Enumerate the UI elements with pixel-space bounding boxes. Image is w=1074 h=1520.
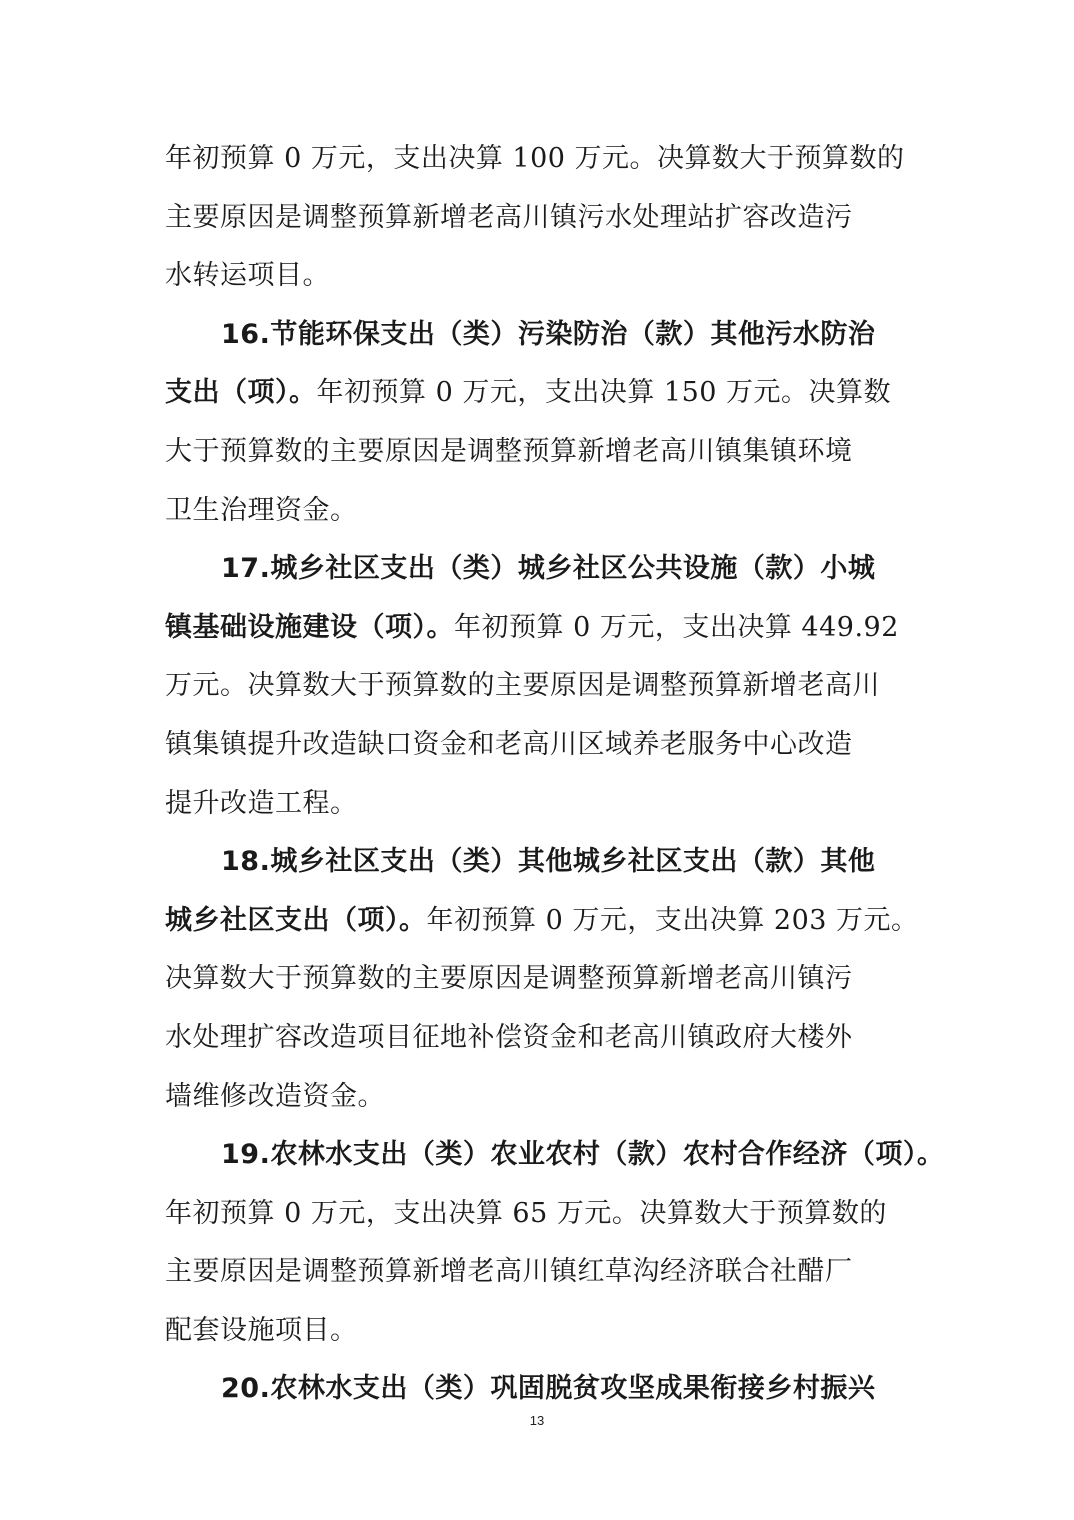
text-run: 万元。决算数大于预算数的主要原因是调整预算新增老高川 (165, 670, 880, 702)
paragraph-18 (165, 833, 919, 1126)
text-run: 提升改造工程。 (165, 787, 358, 819)
text-run: 水处理扩容改造项目征地补偿资金和老高川镇政府大楼外 (165, 1021, 853, 1053)
paragraph-20 (165, 1360, 915, 1419)
paragraph-16 (165, 306, 915, 540)
text-line (165, 1009, 915, 1068)
text-run: 主要原因是调整预算新增老高川镇污水处理站扩容改造污 (165, 201, 853, 233)
item-heading: 18.城乡社区支出（类）其他城乡社区支出（款）其他 (221, 846, 876, 878)
item-heading: 16.节能环保支出（类）污染防治（款）其他污水防治 (221, 318, 876, 350)
text-line (165, 306, 915, 365)
text-line (165, 1185, 915, 1244)
text-line (165, 130, 915, 189)
text-run: 年初预算 0 万元，支出决算 203 万元。 (426, 904, 919, 936)
paragraph-19 (165, 1126, 945, 1360)
text-run: 主要原因是调整预算新增老高川镇红草沟经济联合社醋厂 (165, 1256, 853, 1288)
text-run: 镇集镇提升改造缺口资金和老高川区域养老服务中心改造 (165, 728, 853, 760)
text-run: 大于预算数的主要原因是调整预算新增老高川镇集镇环境 (165, 435, 853, 467)
item-heading: 镇基础设施建设（项）。 (165, 611, 454, 643)
text-line (165, 540, 915, 599)
item-heading: 支出（项）。 (165, 377, 317, 409)
text-line (165, 1360, 915, 1419)
text-line (165, 423, 915, 482)
body-text (165, 130, 945, 1419)
text-line (165, 716, 915, 775)
item-heading: 19.农林水支出（类）农业农村（款）农村合作经济（项）。 (221, 1139, 945, 1171)
text-line (165, 1126, 945, 1185)
text-line (165, 364, 915, 423)
text-run: 年初预算 0 万元，支出决算 449.92 (454, 611, 899, 643)
text-run: 年初预算 0 万元，支出决算 65 万元。决算数大于预算数的 (165, 1197, 887, 1229)
text-line (165, 892, 919, 951)
text-line (165, 833, 915, 892)
item-heading: 17.城乡社区支出（类）城乡社区公共设施（款）小城 (221, 553, 876, 585)
text-run: 决算数大于预算数的主要原因是调整预算新增老高川镇污 (165, 963, 853, 995)
item-heading: 城乡社区支出（项）。 (165, 904, 427, 936)
text-run: 年初预算 0 万元，支出决算 100 万元。决算数大于预算数的 (165, 143, 905, 174)
text-line (165, 247, 915, 306)
text-line (165, 657, 915, 716)
text-run: 配套设施项目。 (165, 1314, 358, 1346)
paragraph-15-continued (165, 130, 915, 306)
text-line (165, 1302, 915, 1361)
text-line (165, 599, 915, 658)
page-number: 13 (529, 1413, 545, 1428)
text-run: 年初预算 0 万元，支出决算 150 万元。决算数 (316, 377, 892, 409)
paragraph-17 (165, 540, 915, 833)
text-line (165, 1068, 915, 1127)
text-line (165, 950, 915, 1009)
text-run: 水转运项目。 (165, 260, 330, 292)
text-line (165, 482, 915, 541)
text-line (165, 189, 915, 248)
text-run: 墙维修改造资金。 (165, 1080, 385, 1112)
item-heading: 20.农林水支出（类）巩固脱贫攻坚成果衔接乡村振兴 (221, 1373, 876, 1405)
text-line (165, 1243, 915, 1302)
text-run: 卫生治理资金。 (165, 494, 358, 526)
text-line (165, 775, 915, 834)
